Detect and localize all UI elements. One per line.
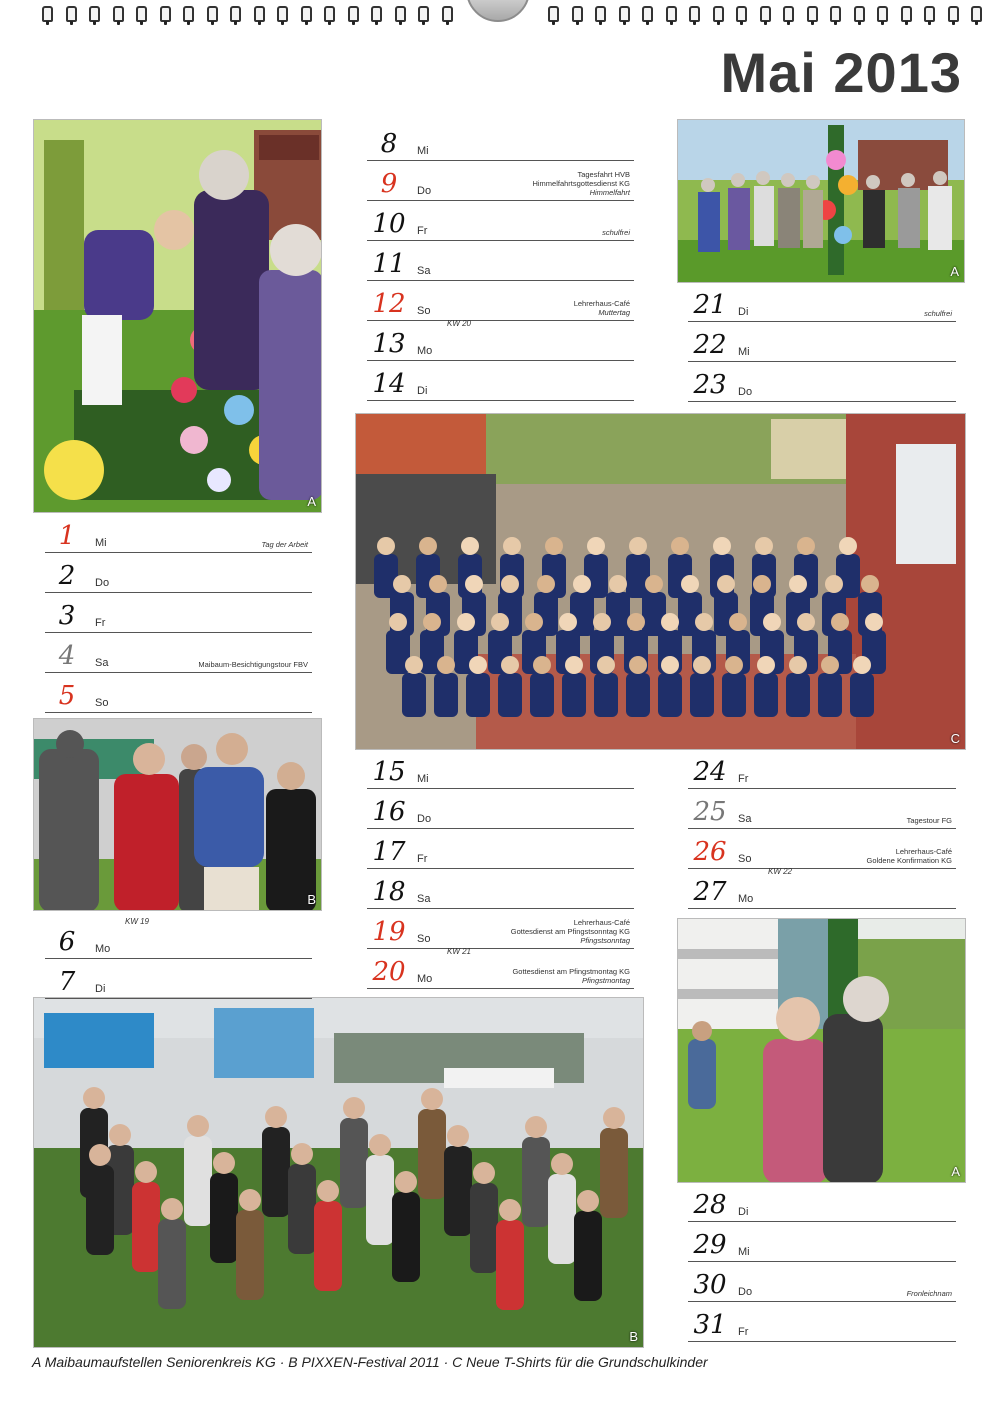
binding-ring [572,6,583,22]
day-number: 2 [58,561,76,591]
weekday: Sa [95,657,109,669]
month-title: Mai 2013 [720,41,962,104]
day-number: 26 [693,837,727,867]
day-number: 16 [372,797,406,827]
binding-ring [760,6,771,22]
binding-ring [548,6,559,22]
weekday: So [738,853,752,865]
day-note [602,228,630,237]
weekday: Mi [417,773,429,785]
photo-maibaum-decorating [33,119,322,513]
binding-ring [736,6,747,22]
weekday: Mo [738,893,754,905]
weekday: Do [417,185,432,197]
days-column-middle-top [367,121,634,401]
days-column-right-bottom [688,1182,956,1342]
binding-ring [830,6,841,22]
day-number: 3 [58,601,76,631]
weekday: Di [95,983,106,995]
day-row [367,281,634,321]
day-number: 12 [372,289,406,319]
day-row [688,1302,956,1342]
day-note [198,660,308,669]
weekday: Mo [417,973,433,985]
day-note-line: Tagesfahrt HVB [577,170,630,179]
weekday: Mo [417,345,433,357]
days-column-right-top [688,282,956,402]
binding-ring [901,6,912,22]
binding-ring [854,6,865,22]
weekday: Di [738,1206,749,1218]
photo-school-children [355,413,966,750]
calendar-week: KW 19 [125,917,150,926]
calendar-week: KW 22 [768,867,793,876]
photo-women-dancing [677,918,966,1183]
day-row [367,909,634,949]
day-row [688,869,956,909]
day-number: 23 [693,370,727,400]
day-number: 17 [372,837,406,867]
weekday: So [417,305,431,317]
days-column-middle-bottom [367,749,634,989]
day-row [367,789,634,829]
binding-ring [783,6,794,22]
day-note-line: schulfrei [924,309,952,318]
day-note-line: Lehrerhaus-Café [895,847,952,856]
day-row [367,829,634,869]
day-note [907,1289,952,1298]
binding-ring [619,6,630,22]
binding-ring [277,6,288,22]
day-row [688,1262,956,1302]
day-row [45,673,312,713]
weekday: Di [417,385,428,397]
day-note-line: Himmelfahrtsgottesdienst KG [532,179,630,188]
day-number: 21 [693,290,727,320]
day-row [367,121,634,161]
weekday: Mi [738,346,750,358]
day-row [688,1222,956,1262]
day-number: 7 [58,967,76,997]
day-row [367,869,634,909]
day-note-line: Lehrerhaus-Café [573,918,630,927]
day-number: 31 [693,1310,727,1340]
day-number: 11 [372,249,406,279]
binding-ring [948,6,959,22]
day-number: 20 [372,957,406,987]
day-row [688,282,956,322]
day-number: 1 [58,521,76,551]
binding-ring [89,6,100,22]
day-row [367,321,634,361]
day-note-line: Gottesdienst am Pfingstsonntag KG [510,927,630,936]
weekday: Fr [417,853,428,865]
weekday: Fr [738,773,749,785]
photo-label: C [950,731,960,746]
day-note [512,967,630,985]
binding-ring [324,6,335,22]
binding-ring [301,6,312,22]
photo-label: A [950,264,959,279]
days-column-right-middle [688,749,956,909]
day-note-line: Tag der Arbeit [261,540,308,549]
day-note-line: Lehrerhaus-Café [573,299,630,308]
day-row [45,513,312,553]
day-note-line: schulfrei [602,228,630,237]
binding-ring [713,6,724,22]
binding-ring [160,6,171,22]
weekday: Mi [738,1246,750,1258]
day-number: 15 [372,757,406,787]
weekday: Mi [417,145,429,157]
weekday: Do [95,577,110,589]
weekday: Sa [417,265,431,277]
photo-caption: A Maibaumaufstellen Seniorenkreis KG · B PIXXEN-Festival 2011 · C Neue T-Shirts für die Grundschulkinder [32,1354,708,1370]
photo-maibaum-group [677,119,965,283]
days-column-left-bottom [45,919,312,999]
binding-ring [371,6,382,22]
day-row [367,749,634,789]
binding-ring [642,6,653,22]
day-number: 30 [693,1270,727,1300]
weekday: Do [738,386,753,398]
day-row [45,553,312,593]
binding-ring [595,6,606,22]
weekday: Do [417,813,432,825]
day-row [45,633,312,673]
binding-ring [230,6,241,22]
day-row [367,361,634,401]
day-note-line: Muttertag [598,308,630,317]
day-number: 10 [372,209,406,239]
calendar-week: KW 20 [447,319,472,328]
day-number: 4 [58,641,76,671]
day-row [45,959,312,999]
day-number: 18 [372,877,406,907]
day-note [574,299,630,317]
days-column-left-top [45,513,312,713]
weekday: So [95,697,109,709]
binding-ring [348,6,359,22]
weekday: So [417,933,431,945]
day-note [907,816,952,825]
day-note [867,847,952,865]
binding-ring [113,6,124,22]
photo-label: A [951,1164,960,1179]
binding-ring [395,6,406,22]
binding-ring [254,6,265,22]
day-note-line: Goldene Konfirmation KG [866,856,952,865]
day-number: 27 [693,877,727,907]
binding-ring [136,6,147,22]
day-number: 13 [372,329,406,359]
day-row [45,919,312,959]
day-number: 29 [693,1230,727,1260]
day-row [367,241,634,281]
weekday: Do [738,1286,753,1298]
photo-label: B [307,892,316,907]
day-number: 19 [372,917,406,947]
day-row [367,201,634,241]
binding-ring [66,6,77,22]
day-number: 9 [380,169,398,199]
day-note-line: Pfingstsonntag [580,936,630,945]
binding-ring [807,6,818,22]
day-number: 25 [693,797,727,827]
day-note [924,309,952,318]
binding-ring [207,6,218,22]
binding-ring [42,6,53,22]
photo-label: B [629,1329,638,1344]
day-number: 8 [380,129,398,159]
day-note [511,918,630,945]
day-note-line: Himmelfahrt [589,188,630,197]
day-row [367,949,634,989]
day-number: 5 [58,681,76,711]
day-row [688,1182,956,1222]
photo-festival-crowd [33,997,644,1348]
binding-ring [924,6,935,22]
day-number: 28 [693,1190,727,1220]
day-row [45,593,312,633]
weekday: Fr [738,1326,749,1338]
day-row [688,789,956,829]
day-note-line: Gottesdienst am Pfingstmontag KG [512,967,630,976]
day-row [688,362,956,402]
binding-ring [971,6,982,22]
weekday: Fr [417,225,428,237]
day-note [261,540,308,549]
day-row [688,322,956,362]
day-number: 14 [372,369,406,399]
day-number: 24 [693,757,727,787]
calendar-week: KW 21 [447,947,472,956]
day-note-line: Fronleichnam [906,1289,952,1298]
day-note-line: Maibaum-Besichtigungstour FBV [198,660,308,669]
weekday: Sa [738,813,752,825]
weekday: Mi [95,537,107,549]
day-note-line: Pfingstmontag [582,976,630,985]
photo-label: A [307,494,316,509]
weekday: Di [738,306,749,318]
binding-ring [666,6,677,22]
day-number: 22 [693,330,727,360]
day-note [532,170,630,197]
weekday: Sa [417,893,431,905]
day-row [688,829,956,869]
binding-ring [877,6,888,22]
binding-ring [442,6,453,22]
day-row [688,749,956,789]
weekday: Fr [95,617,106,629]
binding-ring [183,6,194,22]
day-number: 6 [58,927,76,957]
day-row [367,161,634,201]
binding-ring [689,6,700,22]
photo-festival-youths [33,718,322,911]
day-note-line: Tagestour FG [906,816,952,825]
binding-ring [418,6,429,22]
weekday: Mo [95,943,111,955]
